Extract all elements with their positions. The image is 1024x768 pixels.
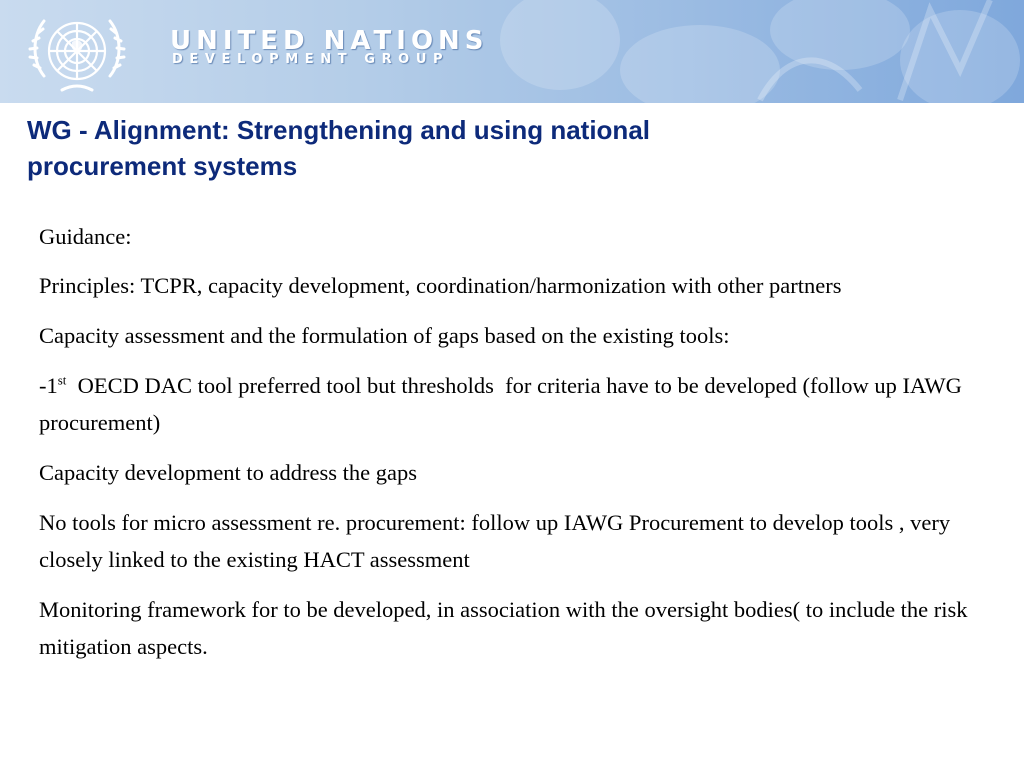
paragraph-principles: Principles: TCPR, capacity development, coordination/harmonization with other partners: [39, 273, 842, 298]
paragraph-oecd-superscript: st: [57, 372, 67, 388]
header-banner: [0, 0, 1024, 103]
slide-title: [27, 112, 827, 184]
paragraph-monitoring-framework: Monitoring framework for to be developed, in association with the oversight bodies( to include the risk mitigation aspects.: [39, 597, 968, 659]
org-subtitle: DEVELOPMENT GROUP: [172, 52, 450, 67]
un-emblem-icon: [22, 6, 132, 96]
paragraph-capacity-assessment: Capacity assessment and the formulation of gaps based on the existing tools:: [39, 323, 730, 348]
org-name: UNITED NATIONS: [170, 26, 489, 56]
paragraph-capacity-development: Capacity development to address the gaps: [39, 460, 418, 485]
slide-title-line-1: WG - Alignment: Strengthening and using national: [27, 115, 650, 145]
paragraph-oecd-dac-tool: [39, 367, 974, 441]
paragraph-oecd-prefix: -1: [39, 373, 58, 398]
slide-body: [39, 218, 974, 678]
paragraph-oecd-text: OECD DAC tool preferred tool but thresholds for criteria have to be developed (follow up IAWG procurement): [39, 373, 968, 435]
paragraph-guidance: Guidance:: [39, 224, 132, 249]
paragraph-micro-assessment: No tools for micro assessment re. procurement: follow up IAWG Procurement to develop tools , very closely linked to the existing HACT assessment: [39, 510, 951, 572]
slide-title-line-2: procurement systems: [27, 151, 298, 181]
banner-watermark-graphic: [0, 0, 1024, 103]
